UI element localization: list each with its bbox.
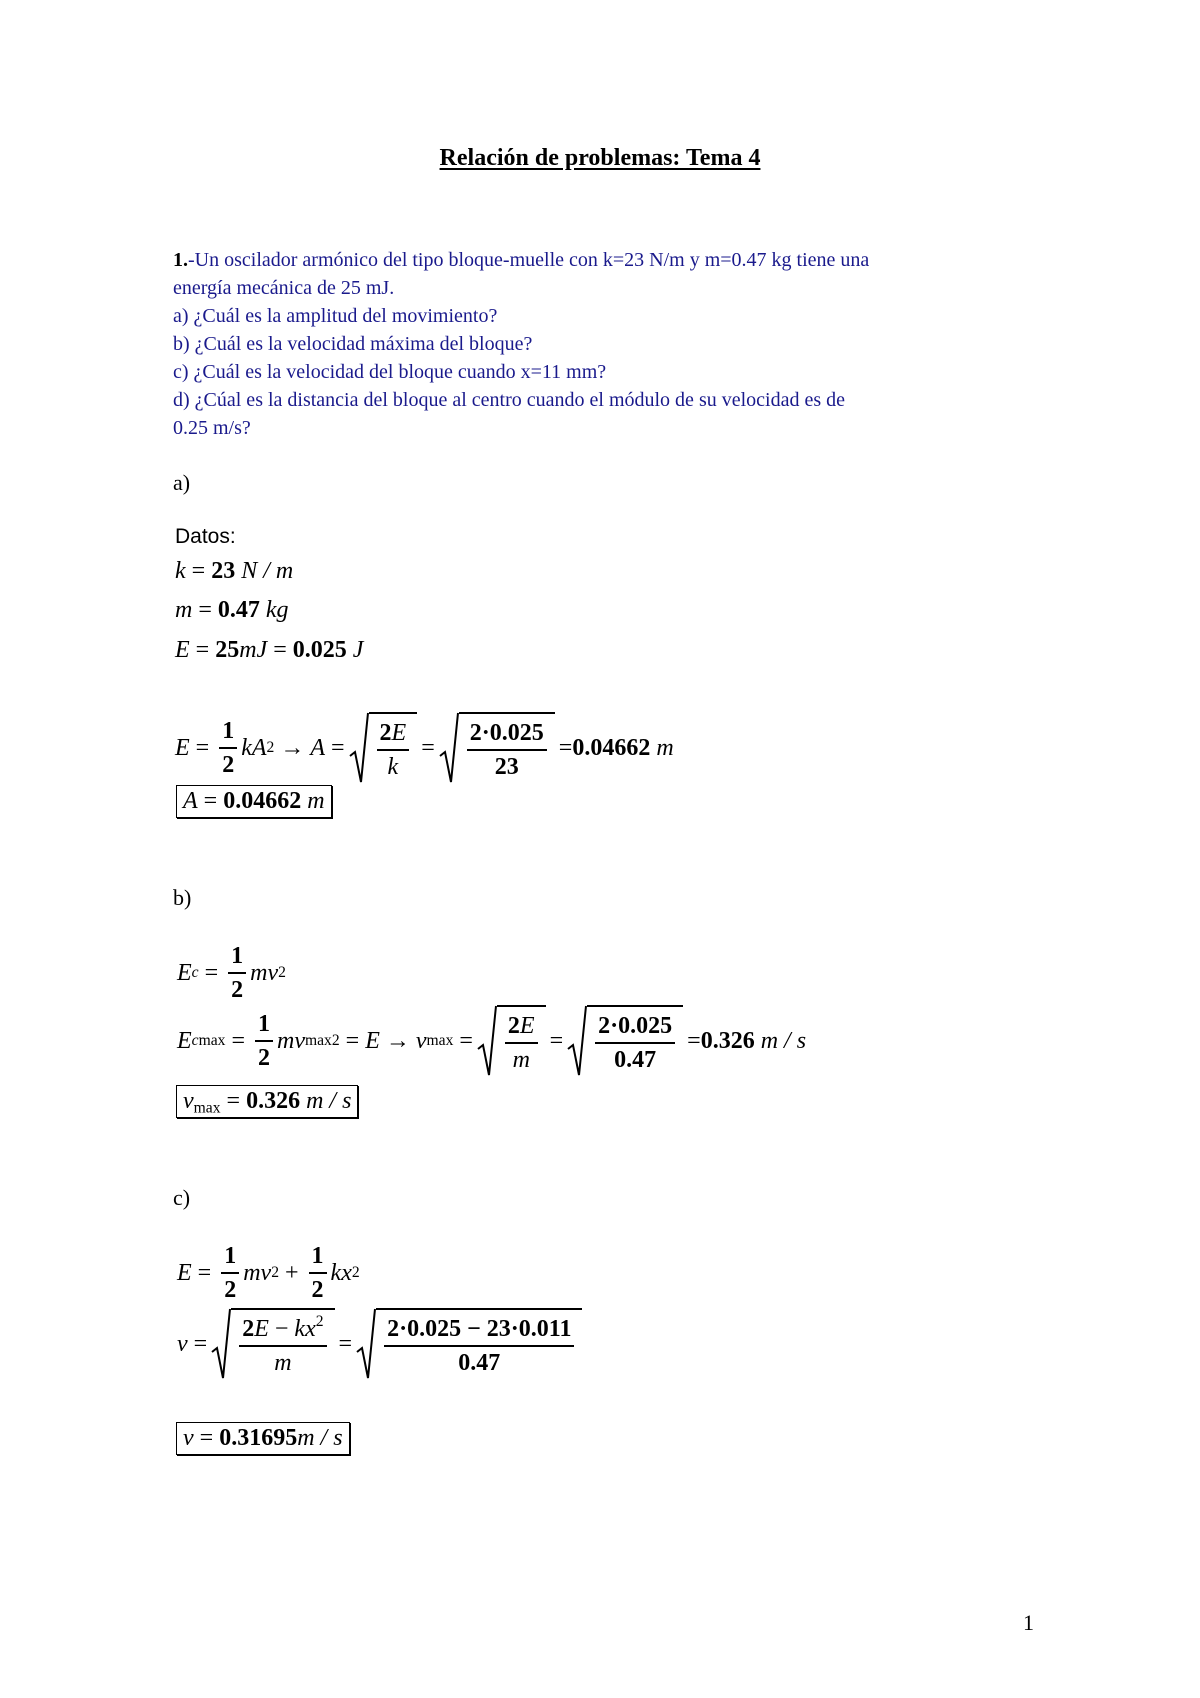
b-sqrt-num: 2·0.025 — [598, 1013, 673, 1039]
E-value1: 25 — [215, 637, 240, 663]
a-boxed-result: 0.04662 — [223, 788, 302, 814]
c-boxed-result: 0.31695 — [219, 1425, 298, 1451]
k-unit: N / m — [241, 558, 294, 584]
vmax-result-box: $v_{max} = 0.326$ m / s — [176, 1085, 358, 1118]
b-sqrt-den: 0.47 — [614, 1047, 657, 1073]
datum-m: m = 0.47 kg — [175, 597, 289, 623]
question-b: b) ¿Cuál es la velocidad máxima del bloque? — [173, 333, 533, 355]
amplitude-formula: E = $\frac{1}{2}$ kA 2 → A = $\frac{2E}{k}$ = $\frac{2\cdot 0.025}{23}$ = 0.04662 m — [175, 712, 674, 784]
m-unit: kg — [265, 597, 289, 623]
kinetic-energy-formula: E c = $\frac{1}{2}$ mv 2 — [177, 940, 286, 1006]
sqrt-symbol: $\frac{2E - kx^2}{m}$ — [211, 1308, 334, 1380]
a-sqrt-num: 2·0.025 — [469, 720, 544, 746]
sqrt-symbol — [356, 1308, 582, 1380]
problem-statement — [173, 246, 869, 442]
question-a: a) ¿Cuál es la amplitud del movimiento? — [173, 305, 498, 327]
section-c-label: c) — [173, 1185, 191, 1210]
problem-intro-line1: -Un oscilador armónico del tipo bloque-muelle con k=23 N/m y m=0.47 kg tiene una — [188, 249, 870, 271]
a-formula-result: 0.04662 — [572, 734, 651, 761]
datos-label: Datos: — [175, 525, 236, 548]
E-unit1: mJ — [239, 637, 268, 663]
b-formula-result: 0.326 — [700, 1027, 755, 1054]
energy-conservation-formula: E = $\frac{1}{2}$ mv 2 + $\frac{1}{2}$ kx 2 — [177, 1240, 360, 1306]
datum-E: E = 25mJ = 0.025 J — [175, 637, 364, 663]
velocity-formula: v = $\frac{2E - kx^2}{m}$ = $\frac{2\cdot 0.025 - 23\cdot 0.011}{0.47}$ — [177, 1308, 586, 1380]
vmax-formula: E cmax = $\frac{1}{2}$ mv max 2 = E → v max = $\frac{2E}{m}$ = $\frac{2\cdot 0.025}{0.47}$ = 0.326 m / s — [177, 1005, 806, 1077]
sqrt-symbol: $\frac{2E}{m}$ — [477, 1005, 546, 1077]
c-sqrt-num: 2·0.025 − 23·0.011 — [387, 1316, 572, 1342]
k-value: 23 — [211, 558, 236, 584]
page-title: Relación de problemas: Tema 4 — [439, 145, 761, 171]
E-unit2: J — [352, 637, 364, 663]
a-sqrt-den: 23 — [494, 754, 519, 780]
sqrt-symbol — [567, 1005, 683, 1077]
E-value2: 0.025 — [292, 637, 347, 663]
section-a-label: a) — [173, 470, 191, 495]
question-d-line2: 0.25 m/s? — [173, 417, 251, 439]
velocity-result-box: v = 0.31695m / s — [176, 1422, 350, 1455]
section-b-label: b) — [173, 885, 192, 910]
b-boxed-result: 0.326 — [246, 1088, 301, 1114]
page-number: 1 — [1023, 1610, 1034, 1635]
question-c: c) ¿Cuál es la velocidad del bloque cuando x=11 mm? — [173, 361, 607, 383]
datum-k: k = 23 N / m — [175, 558, 294, 584]
sqrt-symbol: $\frac{2E}{k}$ — [349, 712, 418, 784]
problem-intro-line2: energía mecánica de 25 mJ. — [173, 277, 395, 299]
problem-number: 1. — [173, 249, 188, 271]
question-d-line1: d) ¿Cúal es la distancia del bloque al centro cuando el módulo de su velocidad es de — [173, 389, 846, 411]
m-value: 0.47 — [217, 597, 260, 623]
sqrt-symbol — [439, 712, 555, 784]
amplitude-result-box: A = 0.04662 m — [176, 785, 332, 818]
c-sqrt-den: 0.47 — [458, 1350, 501, 1376]
